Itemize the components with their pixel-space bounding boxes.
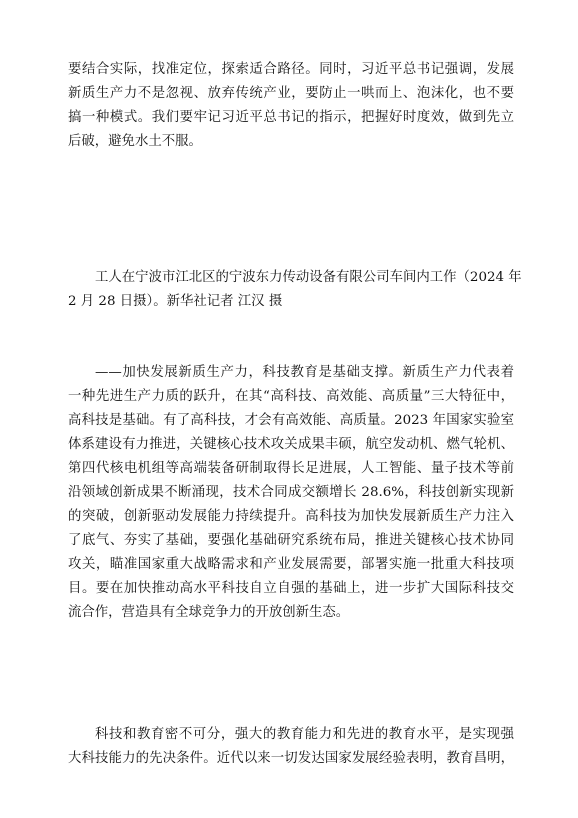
text-line: 要结合实际，找准定位，探索适合路径。同时，习近平总书记强调，发展: [68, 62, 514, 77]
text-line: ——加快发展新质生产力，科技教育是基础支撑。新质生产力代表着: [95, 365, 514, 380]
paragraph-1: [68, 58, 514, 154]
text-line: 搞一种模式。我们要牢记习近平总书记的指示，把握好时度效，做到先立: [68, 110, 514, 125]
paragraph-3: [68, 723, 514, 771]
text-line: 沿领域创新成果不断涌现，技术合同成交额增长 28.6%，科技创新实现新: [68, 485, 514, 500]
paragraph-2: [68, 361, 514, 625]
caption-line: 2 月 28 日摄）。新华社记者 江汉 摄: [68, 294, 283, 309]
photo-caption: [68, 266, 522, 314]
text-line: 目。要在加快推动高水平科技自立自强的基础上，进一步扩大国际科技交: [68, 581, 514, 596]
text-line: 的突破，创新驱动发展能力持续提升。高科技为加快发展新质生产力注入: [68, 509, 514, 524]
text-line: 科技和教育密不可分，强大的教育能力和先进的教育水平，是实现强: [95, 727, 514, 742]
text-line: 大科技能力的先决条件。近代以来一切发达国家发展经验表明，教育昌明，: [68, 751, 514, 766]
text-line: 攻关，瞄准国家重大战略需求和产业发展需要，部署实施一批重大科技项: [68, 557, 514, 572]
text-line: 第四代核电机组等高端装备研制取得长足进展，人工智能、量子技术等前: [68, 461, 514, 476]
text-line: 了底气、夯实了基础，要强化基础研究系统布局，推进关键核心技术协同: [68, 533, 514, 548]
text-line: 体系建设有力推进，关键核心技术攻关成果丰硕，航空发动机、燃气轮机、: [68, 437, 514, 452]
text-line: 后破，避免水土不服。: [68, 134, 202, 149]
text-line: 一种先进生产力质的跃升，在其“高科技、高效能、高质量”三大特征中，: [68, 389, 514, 404]
caption-line: 工人在宁波市江北区的宁波东力传动设备有限公司车间内工作（2024 年: [95, 270, 522, 285]
text-line: 新质生产力不是忽视、放弃传统产业，要防止一哄而上、泡沫化，也不要: [68, 86, 514, 101]
text-line: 流合作，营造具有全球竞争力的开放创新生态。: [68, 605, 350, 620]
text-line: 高科技是基础。有了高科技，才会有高效能、高质量。2023 年国家实验室: [68, 413, 514, 428]
